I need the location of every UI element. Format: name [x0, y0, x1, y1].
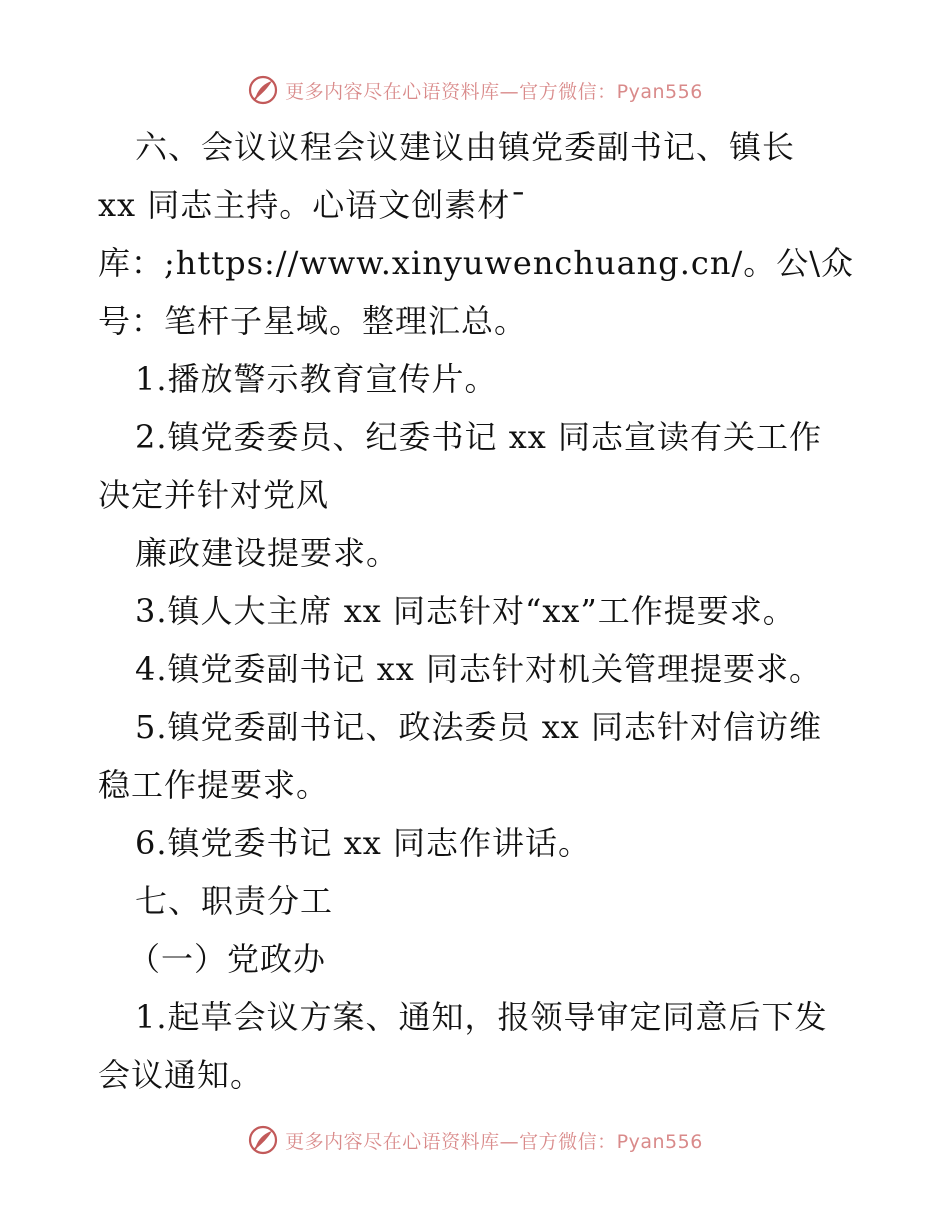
footer-watermark-text: 更多内容尽在心语资料库—官方微信：Pyan556: [285, 1130, 703, 1153]
text-line: 会议通知。: [98, 1056, 264, 1094]
text-line: 号：笔杆子星域。整理汇总。: [98, 302, 528, 340]
text-line: 1.播放警示教育宣传片。: [135, 360, 498, 398]
header-watermark-text: 更多内容尽在心语资料库—官方微信：Pyan556: [285, 80, 703, 103]
text-line: 6.镇党委书记 xx 同志作讲话。: [135, 824, 591, 862]
text-line: 5.镇党委副书记、政法委员 xx 同志针对信访维: [135, 708, 822, 746]
text-line: 稳工作提要求。: [98, 766, 330, 804]
document-body: [98, 118, 858, 1104]
section-heading: 七、职责分工: [135, 882, 334, 920]
quill-logo-icon: [247, 1124, 279, 1156]
subsection-heading: （一）党政办: [128, 940, 327, 978]
text-line: 4.镇党委副书记 xx 同志针对机关管理提要求。: [135, 650, 822, 688]
header-watermark-banner: [0, 72, 950, 108]
text-line: 2.镇党委委员、纪委书记 xx 同志宣读有关工作: [135, 418, 822, 456]
text-line: 3.镇人大主席 xx 同志针对“xx”工作提要求。: [135, 592, 796, 630]
quill-logo-icon: [247, 74, 279, 106]
text-line: 六、会议议程会议建议由镇党委副书记、镇长: [135, 128, 796, 166]
text-line: 1.起草会议方案、通知，报领导审定同意后下发: [135, 998, 828, 1036]
text-line: 廉政建设提要求。: [135, 534, 400, 572]
footer-watermark-banner: [0, 1122, 950, 1158]
text-line: 决定并针对党风: [98, 476, 330, 514]
text-line: xx 同志主持。心语文创素材¯: [98, 186, 528, 224]
text-line: 库：;https://www.xinyuwenchuang.cn/。公\众: [98, 244, 855, 282]
